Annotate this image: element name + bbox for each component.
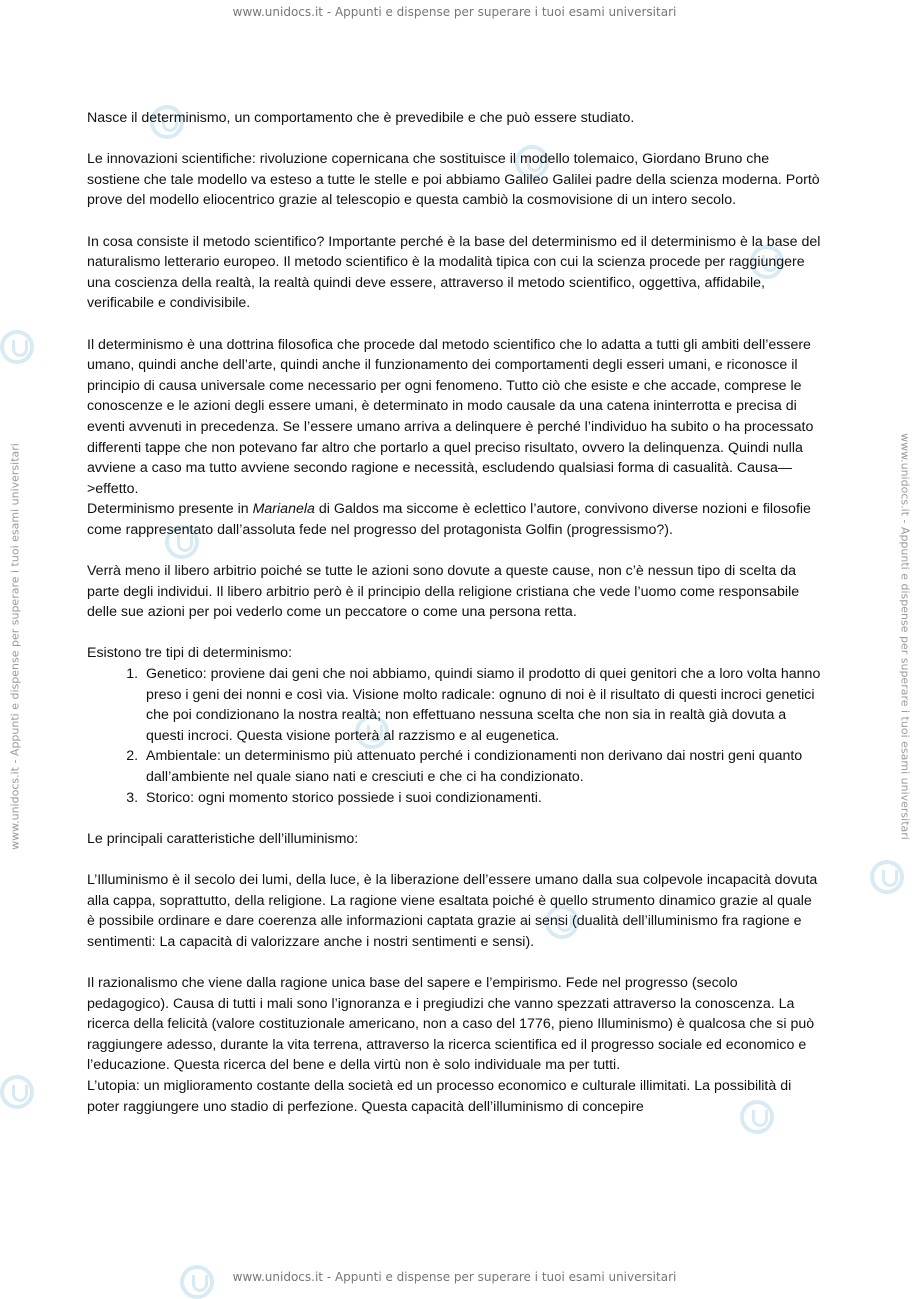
paragraph: Nasce il determinismo, un comportamento che è prevedibile e che può essere studiato. xyxy=(87,110,635,126)
paragraph xyxy=(87,499,822,540)
text-run: di Galdos ma siccome è eclettico l’autore, convivono diverse nozioni e filosofie come rappresentato dall’assoluta fede nel progresso del protagonista Golfin (progressismo?). xyxy=(87,501,811,538)
watermark-side-right: www.unidocs.it - Appunti e dispense per superare i tuoi esami universitari xyxy=(898,433,912,840)
list-item: 3. Storico: ogni momento storico possiede i suoi condizionamenti. xyxy=(142,788,822,809)
book-title: Marianela xyxy=(252,501,315,518)
unidocs-logo-icon xyxy=(0,1075,34,1109)
paragraph: Esistono tre tipi di determinismo: xyxy=(87,645,293,662)
paragraph: L’utopia: un miglioramento costante della società ed un processo economico e culturale illimitati. La possibilità di poter raggiungere uno stadio di perfezione. Questa capacità dell’illuminismo di concepire xyxy=(87,1077,792,1115)
paragraph: In cosa consiste il metodo scientifico? Importante perché è la base del determinismo ed il determinismo è la base del naturalismo letterario europeo. Il metodo scientifico è la modalità tipica con cui la scienza procede per raggiungere una coscienza della realtà, la realtà quindi deve essere, attraverso il metodo scientifico, oggettiva, affidabile, verificabile e condivisibile. xyxy=(87,233,821,312)
text-run: Determinismo presente in xyxy=(87,501,253,518)
unidocs-logo-icon xyxy=(0,330,34,364)
unidocs-logo-icon xyxy=(870,860,904,894)
document-body xyxy=(87,108,822,1117)
paragraph: Il razionalismo che viene dalla ragione unica base del sapere e l’empirismo. Fede nel progresso (secolo pedagogico). Causa di tutti i mali sono l’ignoranza e i pregiudizi che vanno spezzati attraverso la conoscenza. La ricerca della felicità (valore costituzionale americano, non a caso del 1776, pieno Illuminismo) è qualcosa che si può raggiungere adesso, durante la vita terrena, attraverso la ricerca scientifica ed il progresso sociale ed economico e l’educazione. Questa ricerca del bene e della virtù non è solo individuale ma per tutti. xyxy=(87,974,815,1074)
paragraph: Verrà meno il libero arbitrio poiché se tutte le azioni sono dovute a queste cause, non c’è nessun tipo di scelta da parte degli individui. Il libero arbitrio però è il principio della religione cristiana che vede l’uomo come responsabile delle sue azioni per poi vederlo come un peccatore o come una persona retta. xyxy=(87,563,800,621)
paragraph: Le innovazioni scientifiche: rivoluzione copernicana che sostituisce il modello tolemaico, Giordano Bruno che sostiene che tale modello va esteso a tutte le stelle e poi abbiamo Galileo Galilei padre della scienza moderna. Portò prove del modello eliocentrico grazie al telescopio e questa cambiò la cosmovisione di un intero secolo. xyxy=(87,151,820,209)
paragraph: Le principali caratteristiche dell’illuminismo: xyxy=(87,830,359,847)
numbered-list xyxy=(87,664,822,808)
watermark-side-left: www.unidocs.it - Appunti e dispense per superare i tuoi esami universitari xyxy=(8,443,22,850)
watermark-footer: www.unidocs.it - Appunti e dispense per superare i tuoi esami universitari xyxy=(232,1270,677,1284)
list-item: 2. Ambientale: un determinismo più attenuato perché i condizionamenti non derivano dai nostri geni quanto dall’ambiente nel quale siano nati e cresciuti e che ci ha condizionato. xyxy=(142,746,822,787)
watermark-header: www.unidocs.it - Appunti e dispense per superare i tuoi esami universitari xyxy=(232,5,677,19)
paragraph: L’Illuminismo è il secolo dei lumi, della luce, è la liberazione dell’essere umano dalla sua colpevole incapacità dovuta alla cappa, soprattutto, della religione. La ragione viene esaltata poiché è quello strumento dinamico grazie al quale è possibile ordinare e dare coerenza alle informazioni captata grazie ai sensi (dualità dell’illuminismo fra ragione e sentimenti: La capacità di valorizzare anche i nostri sentimenti e sensi). xyxy=(87,871,818,950)
paragraph: Il determinismo è una dottrina filosofica che procede dal metodo scientifico che lo adatta a tutti gli ambiti dell’essere umano, quindi anche dell’arte, quindi anche il funzionamento dei comportamenti degli esseri umani, e riconosce il principio di causa universale come necessario per ogni fenomeno. Tutto ciò che esiste e che accade, comprese le conoscenze e le azioni degli essere umani, è determinato in modo causale da una catena ininterrotta e precisa di eventi avvenuti in precedenza. Se l’essere umano arriva a delinquere è perché l’individuo ha subito o ha processato differenti tappe che non potevano far altro che portarlo a quel preciso risultato, ovvero la delinquenza. Quindi nulla avviene a caso ma tutto avviene secondo ragione e necessità, escludendo qualsiasi forma di casualità. Causa—>effetto. xyxy=(87,336,814,497)
list-item: 1. Genetico: proviene dai geni che noi abbiamo, quindi siamo il prodotto di quei genitori che a loro volta hanno preso i geni dei nonni e così via. Visione molto radicale: ognuno di noi è il risultato di questi incroci genetici che poi condizionano la nostra realtà; non effettuano nessuna scelta che non sia in realtà già dovuta a questi incroci. Questa visione porterà al razzismo e al eugenetica. xyxy=(142,664,822,746)
